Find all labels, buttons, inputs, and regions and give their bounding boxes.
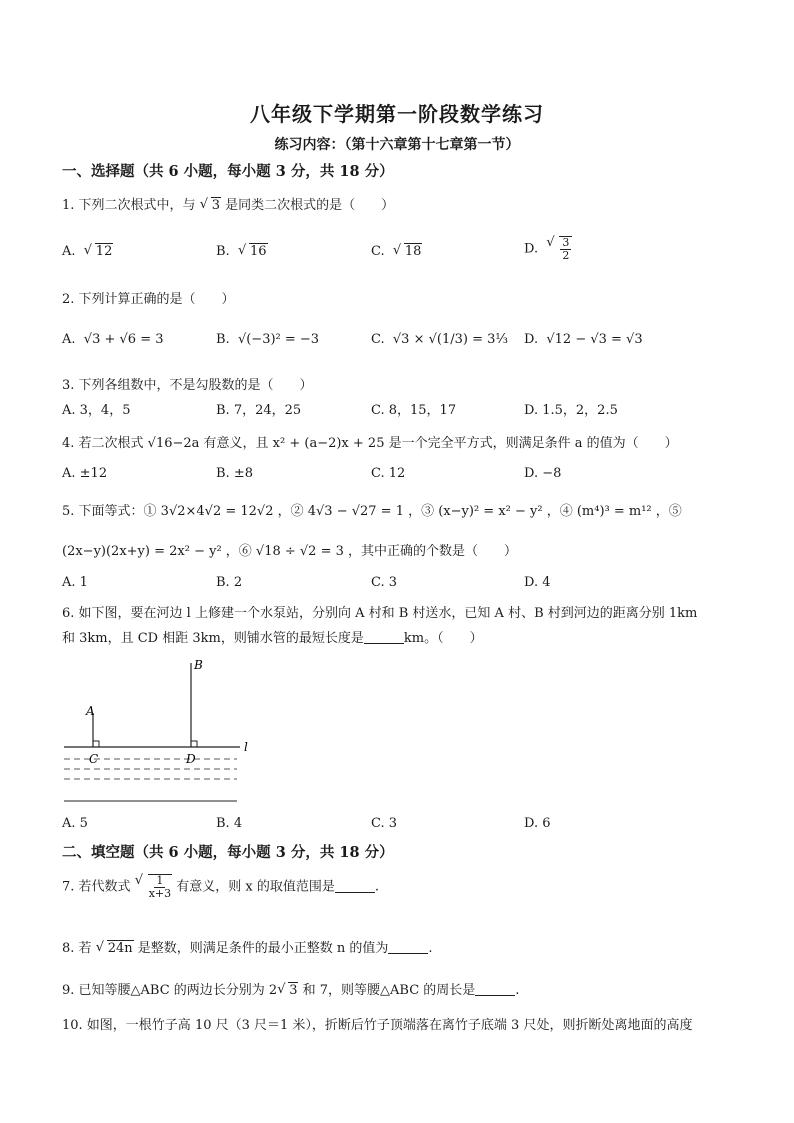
- question-5-line-1: 5. 下面等式：① 3√2×4√2 = 12√2 ，② 4√3 − √27 = 1 ，③ (x−y)² = x² − y² ，④ (m⁴)³ = m¹² ，⑤: [62, 504, 682, 519]
- q6-option-c: C. 3: [371, 816, 398, 831]
- section-fill-heading: 二、填空题（共 6 小题，每小题 3 分，共 18 分）: [62, 844, 394, 861]
- question-10: 10. 如图，一根竹子高 10 尺（3 尺＝1 米），折断后竹子顶端落在离竹子底端 3 尺处，则折断处离地面的高度: [62, 1018, 693, 1033]
- section-choice-heading: 一、选择题（共 6 小题，每小题 3 分，共 18 分）: [62, 163, 394, 180]
- q2-option-b: B. √(−3)² = −3: [216, 332, 320, 347]
- label-b: B: [194, 658, 203, 672]
- q1-option-d: D. √ $\frac{3}{2}$: [524, 236, 572, 262]
- question-2: 2. 下列计算正确的是（ ）: [62, 292, 235, 307]
- page-subtitle: 练习内容：（第十六章第十七章第一节）: [274, 137, 520, 153]
- question-3: 3. 下列各组数中，不是勾股数的是（ ）: [62, 378, 313, 393]
- question-9: 9. 已知等腰△ABC 的两边长分别为 2√ 3 和 7，则等腰△ABC 的周长是 .: [62, 979, 519, 998]
- q1-option-b: B. √ 16: [216, 244, 268, 259]
- question-4: 4. 若二次根式 √16−2a 有意义，且 x² + (a−2)x + 25 是一个完全平方式，则满足条件 a 的值为（ ）: [62, 436, 678, 451]
- q5-option-d: D. 4: [524, 575, 551, 590]
- q3-option-b: B. 7，24，25: [216, 403, 302, 418]
- q4-option-c: C. 12: [371, 466, 406, 481]
- answer-blank: [335, 880, 375, 893]
- q2-option-a: A. √3 + √6 = 3: [62, 332, 164, 347]
- q1-option-a: A. √ 12: [62, 244, 113, 259]
- question-1-stem-b: 是同类二次根式的是（ ）: [225, 198, 395, 213]
- question-8: 8. 若 √ 24n 是整数，则满足条件的最小正整数 n 的值为 .: [62, 937, 433, 956]
- question-6-line-1: 6. 如下图，要在河边 l 上修建一个水泵站，分别向 A 村和 B 村送水，已知 A 村、B 村到河边的距离分别 1km: [62, 606, 698, 621]
- right-angle-c: [93, 741, 99, 747]
- answer-blank: [364, 631, 404, 644]
- question-5-line-2: (2x−y)(2x+y) = 2x² − y² ，⑥ √18 ÷ √2 = 3 ，其中正确的个数是（ ）: [62, 544, 518, 559]
- sqrt-3: √ 3: [200, 198, 221, 213]
- answer-blank: [475, 983, 515, 996]
- q4-option-d: D. −8: [524, 466, 562, 481]
- page-title: 八年级下学期第一阶段数学练习: [250, 102, 544, 126]
- question-7: 7. 若代数式 √ $\frac{1}{x+3}$ 有意义，则 x 的取值范围是 .: [62, 874, 379, 900]
- answer-blank: [388, 941, 428, 954]
- q2-option-d: D. √12 − √3 = √3: [524, 332, 643, 347]
- question-1-stem-a: 1. 下列二次根式中，与: [62, 198, 196, 213]
- q4-option-b: B. ±8: [216, 466, 253, 481]
- q6-option-d: D. 6: [524, 816, 551, 831]
- river-figure: [62, 655, 262, 805]
- q3-option-d: D. 1.5，2，2.5: [524, 403, 618, 418]
- q1-option-c: C. √ 18: [371, 244, 422, 259]
- right-angle-d: [191, 741, 197, 747]
- q5-option-b: B. 2: [216, 575, 243, 590]
- label-l: l: [244, 740, 248, 754]
- q5-option-a: A. 1: [62, 575, 88, 590]
- q2-option-c: C. √3 × √(1/3) = 3⅓: [371, 332, 508, 347]
- q4-option-a: A. ±12: [62, 466, 108, 481]
- label-a: A: [86, 704, 95, 718]
- q6-option-b: B. 4: [216, 816, 243, 831]
- q3-option-c: C. 8，15，17: [371, 403, 457, 418]
- label-d: D: [186, 752, 196, 766]
- label-c: C: [89, 752, 99, 766]
- question-1: [62, 194, 394, 213]
- q5-option-c: C. 3: [371, 575, 398, 590]
- question-6-line-2: 和 3km，且 CD 相距 3km，则铺水管的最短长度是 km。（ ）: [62, 631, 483, 646]
- q3-option-a: A. 3，4，5: [62, 403, 131, 418]
- q6-option-a: A. 5: [62, 816, 88, 831]
